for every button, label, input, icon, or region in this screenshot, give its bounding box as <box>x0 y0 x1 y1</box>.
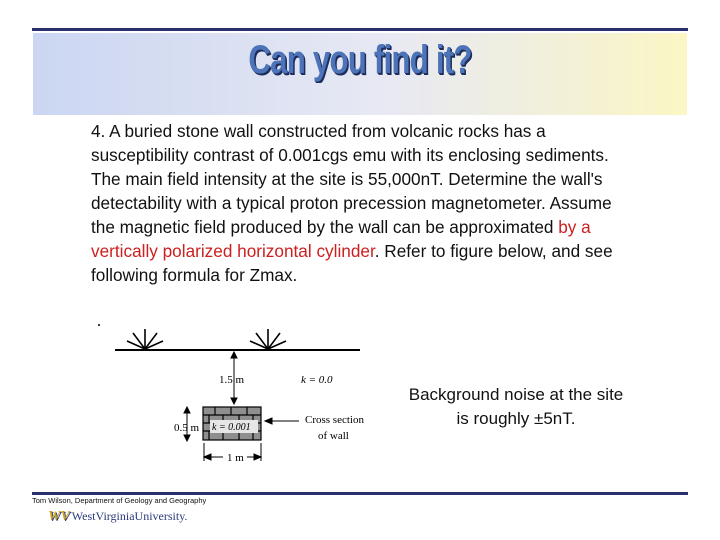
background-noise-note: Background noise at the site is roughly ±5nT. <box>408 385 624 428</box>
wv-logo-mark: WV <box>48 509 70 524</box>
top-rule <box>32 28 688 31</box>
callout-line-1: Cross section <box>305 414 364 426</box>
problem-text-highlight: by a vertically polarized horizontal cylinder <box>91 217 591 261</box>
wall-cross-section-figure <box>95 315 395 475</box>
problem-text-part-2: . Refer to figure below, and see following formula for Zmax. <box>91 241 613 285</box>
k-above-label: k = 0.0 <box>301 374 333 386</box>
university-logo-text: WestVirginiaUniversity. <box>71 509 188 523</box>
callout-arrow <box>265 418 299 424</box>
k-wall-label: k = 0.001 <box>212 422 251 433</box>
size-label: 0.5 m <box>174 422 200 434</box>
university-logo <box>48 509 187 525</box>
problem-text <box>91 119 631 287</box>
author-credit: Tom Wilson, Department of Geology and Geography <box>32 496 207 505</box>
problem-text-part-1: 4. A buried stone wall constructed from volcanic rocks has a susceptibility contrast of 0.001cgs emu with its enclosing sediments. The main field intensity at the site is 55,000nT. Determine the wall's detectability with a typical proton precession magnetometer. Assume the magnetic field produced by the wall can be approximated <box>91 121 612 237</box>
bottom-rule <box>32 492 688 495</box>
slide-title: Can you find it? <box>248 38 472 82</box>
plant-icon-left <box>127 329 163 349</box>
width-label: 1 m <box>227 452 244 464</box>
depth-label: 1.5 m <box>219 374 245 386</box>
callout-line-2: of wall <box>318 430 349 442</box>
plant-icon-right <box>250 329 286 349</box>
